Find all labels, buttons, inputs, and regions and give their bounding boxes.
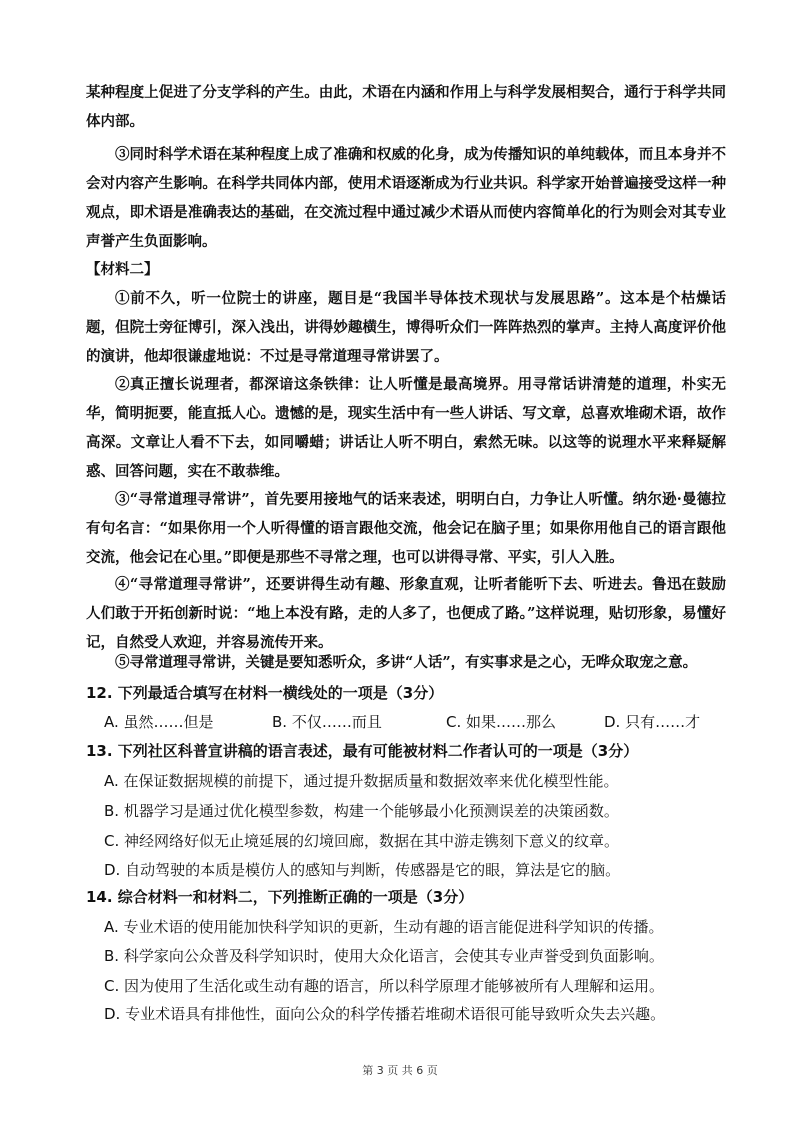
material2-paragraph-5: ⑤寻常道理寻常讲，关键是要知悉听众，多讲“人话”，有实事求是之心，无哗众取宠之意。 [115, 654, 698, 671]
question-14-option-a[interactable]: A. 专业术语的使用能加快科学知识的更新，生动有趣的语言能促进科学知识的传播。 [104, 918, 664, 936]
question-13-option-b[interactable]: B. 机器学习是通过优化模型参数，构建一个能够最小化预测误差的决策函数。 [104, 802, 619, 820]
question-12-option-c[interactable]: C. 如果……那么 [446, 713, 557, 731]
material2-paragraph-1: ①前不久，听一位院士的讲座，题目是“我国半导体技术现状与发展思路”。这本是个枯燥话题，但院士旁征博引，深入浅出，讲得妙趣横生，博得听众们一阵阵热烈的掌声。主持人高度评价他的演讲，他却很谦虚地说：不过是寻常道理寻常讲罢了。 [86, 290, 726, 365]
question-13-option-a[interactable]: A. 在保证数据规模的前提下，通过提升数据质量和数据效率来优化模型性能。 [104, 772, 619, 790]
material2-paragraph-4: ④“寻常道理寻常讲”，还要讲得生动有趣、形象直观，让听者能听下去、听进去。鲁迅在鼓励人们敢于开拓创新时说：“地上本没有路，走的人多了，也便成了路。”这样说理，贴切形象，易懂好记，自然受人欢迎，并容易流传开来。 [86, 576, 726, 651]
material1-paragraph-continued: 某种程度上促进了分支学科的产生。由此，术语在内涵和作用上与科学发展相契合，通行于科学共同体内部。 [86, 84, 726, 130]
material2-label: 【材料二】 [86, 261, 159, 278]
page-number: 第 3 页 共 6 页 [362, 1064, 438, 1077]
question-13-option-d[interactable]: D. 自动驾驶的本质是模仿人的感知与判断，传感器是它的眼，算法是它的脑。 [104, 861, 621, 879]
material1-paragraph-3: ③同时科学术语在某种程度上成了准确和权威的化身，成为传播知识的单纯载体，而且本身并不会对内容产生影响。在科学共同体内部，使用术语逐渐成为行业共识。科学家开始普遍接受这样一种观点，即术语是准确表达的基础，在交流过程中通过减少术语从而使内容简单化的行为则会对其专业声誉产生负面影响。 [86, 146, 726, 250]
question-14-stem: 14. 综合材料一和材料二，下列推断正确的一项是（3分） [86, 888, 474, 906]
question-13-stem: 13. 下列社区科普宣讲稿的语言表述，最有可能被材料二作者认可的一项是（3分） [86, 742, 639, 760]
question-14-option-d[interactable]: D. 专业术语具有排他性，面向公众的科学传播若堆砌术语很可能导致听众失去兴趣。 [104, 1005, 666, 1023]
question-12-option-a[interactable]: A. 虽然……但是 [104, 713, 214, 731]
question-14-option-c[interactable]: C. 因为使用了生活化或生动有趣的语言，所以科学原理才能够被所有人理解和运用。 [104, 977, 665, 995]
question-12-option-b[interactable]: B. 不仅……而且 [272, 713, 382, 731]
question-13-option-c[interactable]: C. 神经网络好似无止境延展的幻境回廊，数据在其中游走镌刻下意义的纹章。 [104, 832, 620, 850]
material2-paragraph-3: ③“寻常道理寻常讲”，首先要用接地气的话来表述，明明白白，力争让人听懂。纳尔逊·曼德拉有句名言：“如果你用一个人听得懂的语言跟他交流，他会记在脑子里；如果你用他自己的语言跟他交流，他会记在心里。”即便是那些不寻常之理，也可以讲得寻常、平实，引人入胜。 [86, 491, 726, 566]
material2-paragraph-2: ②真正擅长说理者，都深谙这条铁律：让人听懂是最高境界。用寻常话讲清楚的道理，朴实无华，简明扼要，能直抵人心。遗憾的是，现实生活中有一些人讲话、写文章，总喜欢堆砌术语，故作高深。文章让人看不下去，如同嚼蜡；讲话让人听不明白，索然无味。以这等的说理水平来释疑解惑、回答问题，实在不敢恭维。 [86, 376, 726, 480]
question-12-stem: 12. 下列最适合填写在材料一横线处的一项是（3分） [86, 684, 444, 702]
question-14-option-b[interactable]: B. 科学家向公众普及科学知识时，使用大众化语言，会使其专业声誉受到负面影响。 [104, 947, 664, 965]
question-12-option-d[interactable]: D. 只有……才 [604, 713, 701, 731]
